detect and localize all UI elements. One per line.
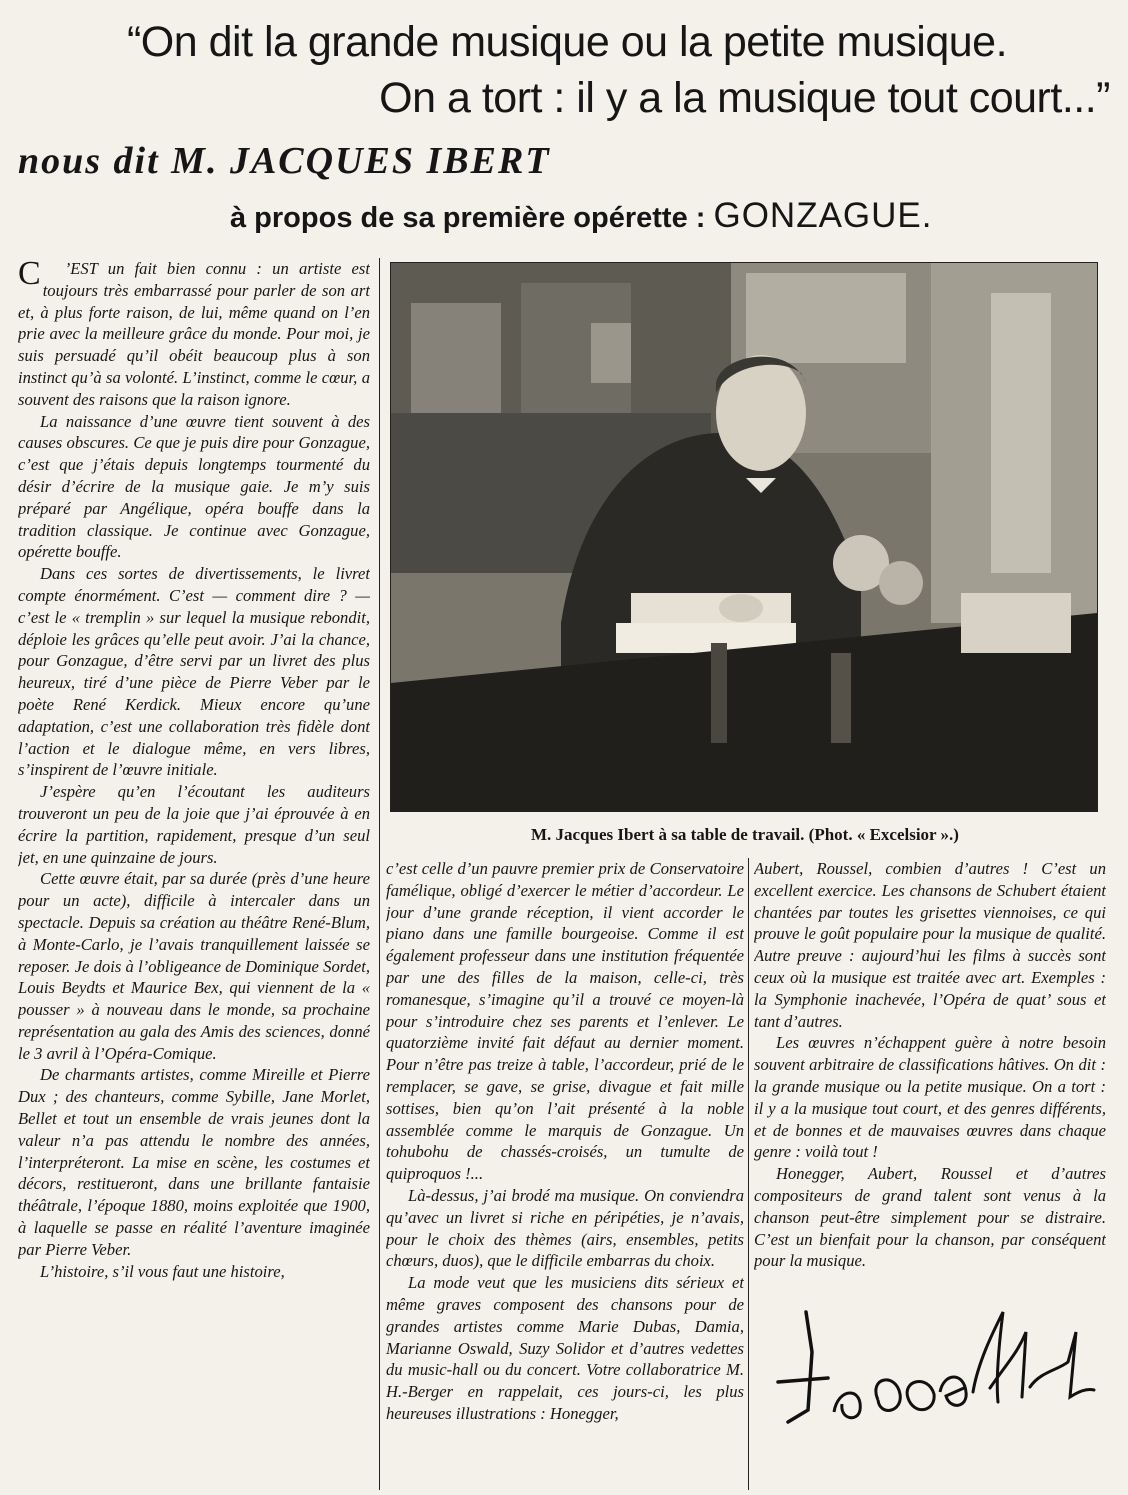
paragraph: La naissance d’une œuvre tient souvent à des causes obscures. Ce que je puis dire pour Gonzague, c’est que j’étais depuis longtemps tourmenté du désir d’écrire de la musique gaie. Je m’y suis préparé par Angélique, opéra bouffe dans la tradition classique. Je continue avec Gonzague, opérette bouffe.	[18, 411, 370, 562]
handwritten-signature	[768, 1292, 1098, 1452]
paragraph: C ’EST un fait bien connu : un artiste est toujours très embarrassé pour parler de son art et, à plus forte raison, de lui, même quand on l’en prie avec la meilleure grâce du monde. Pour moi, je suis persuadé qu’il obéit beaucoup plus à son instinct qu’à sa volonté. L’instinct, comme le cœur, a souvent des raisons que la raison ignore.	[18, 258, 370, 411]
headline-line-2: On a tort : il y a la musique tout court...”	[379, 74, 1110, 122]
headline-byline: nous dit M. JACQUES IBERT	[18, 140, 551, 182]
photo-illustration	[391, 263, 1097, 811]
drop-cap: C	[18, 258, 41, 292]
paragraph: Cette œuvre était, par sa durée (près d’une heure pour un acte), difficile à intercaler dans un spectacle. Depuis sa création au théâtre René-Blum, à Monte-Carlo, je l’avais tranquillement laissée se reposer. Je dois à l’obligeance de Dominique Sordet, Louis Beydts et Maurice Bex, qui viennent de la « pousser » à nouveau dans le monde, sa prochaine représentation au gala des Amis des sciences, donné le 3 avril à l’Opéra-Comique.	[18, 869, 370, 1063]
paragraph: c’est celle d’un pauvre premier prix de Conservatoire famélique, obligé d’exercer le métier d’accordeur. Le jour d’une grande réception, il vient accorder le piano dans une famille bourgeoise. Comme il est également professeur dans une institution fréquentée par une des filles de la maison, celle-ci, très romanesque, s’imagine qu’il a trouvé ce moyen-là pour s’introduire chez ses parents et l’enlever. Le quatorzième invité fait défaut au dernier moment. Pour n’être pas treize à table, l’accordeur, prié de le remplacer, se gave, se grise, divague et fait mille sottises, bien qu’on l’ait présenté à la noble assemblée comme le marquis de Gonzague. Un tohubohu de chassés-croisés, un tumulte de quiproquos !...	[386, 859, 744, 1184]
paragraph: Les œuvres n’échappent guère à notre besoin souvent arbitraire de classifications hâtives. On dit : la grande musique ou la petite musique. On a tort : il y a la musique tout court, et des genres différents, et de bonnes et de mauvaises œuvres dans chaque genre : voilà tout !	[754, 1033, 1106, 1162]
subtitle-title: GONZAGUE.	[713, 196, 933, 235]
article-column-3	[754, 858, 1106, 1278]
column-rule-right	[748, 858, 749, 1490]
article-column-2	[386, 858, 744, 1490]
photo-jacques-ibert	[390, 262, 1098, 812]
photo-caption: M. Jacques Ibert à sa table de travail. (Phot. « Excelsior ».)	[531, 825, 959, 844]
paragraph: Là-dessus, j’ai brodé ma musique. On conviendra qu’avec un livret si riche en péripéties, je n’avais, pour le choix des thèmes (airs, ensembles, petits chœurs, duos), que le difficile embarras du choix.	[386, 1185, 744, 1271]
paragraph: De charmants artistes, comme Mireille et Pierre Dux ; des chanteurs, comme Sybille, Jane Morlet, Bellet et tout un ensemble de vrais jeunes dont la valeur n’a pas attendu le nombre des années, l’interpréteront. La mise en scène, les costumes et décors, restitueront, dans une brillante fantaisie théâtrale, l’époque 1880, moins exploitée que 1900, à laquelle se passe en réalité l’aventure imaginée par Pierre Veber.	[18, 1065, 370, 1259]
paragraph: Honegger, Aubert, Roussel et d’autres compositeurs de grand talent sont venus à la chanson peut-être simplement pour se distraire. C’est un bienfait pour la chanson, par conséquent pour la musique.	[754, 1164, 1106, 1271]
paragraph: La mode veut que les musiciens dits sérieux et même graves composent des chansons pour de grandes artistes comme Marie Dubas, Damia, Marianne Oswald, Suzy Solidor et d’autres vedettes du music-hall ou du concert. Votre collaboratrice M. H.-Berger en rappelait, ces jours-ci, les plus heureuses illustrations : Honegger,	[386, 1273, 744, 1423]
paragraph: L’histoire, s’il vous faut une histoire,	[40, 1261, 285, 1281]
paragraph: J’espère qu’en l’écoutant les auditeurs trouveront un peu de la joie que j’ai éprouvée à en écrire la partition, rapidement, presque d’un seul jet, en une quinzaine de jours.	[18, 782, 370, 867]
subtitle-prefix: à propos de sa première opérette :	[230, 202, 714, 234]
headline-subtitle	[230, 196, 933, 238]
column-rule-left	[379, 258, 380, 1490]
paragraph: Aubert, Roussel, combien d’autres ! C’est un excellent exercice. Les chansons de Schubert étaient chantées par toutes les grisettes viennoises, ce qui prouve le goût populaire pour la musique de qualité. Autre preuve : aujourd’hui les films à succès sont ceux où la musique est traitée avec art. Exemples : la Symphonie inachevée, l’Opéra de quat’ sous et tant d’autres.	[754, 859, 1106, 1031]
headline-line-1: “On dit la grande musique ou la petite musique.	[126, 18, 1008, 66]
paragraph: Dans ces sortes de divertissements, le livret compte énormément. C’est — comment dire ? — c’est le « tremplin » sur lequel la musique rebondit, déploie les grâces qu’elle peut avoir. J’ai la chance, pour Gonzague, d’être servi par un livret des plus heureux, tiré d’une pièce de Pierre Veber par le poète René Kerdick. Mieux encore qu’une adaptation, c’est une collaboration très fidèle dont l’action et le dialogue même, en vers libres, s’inspirent de l’œuvre initiale.	[18, 564, 370, 780]
article-column-1	[18, 258, 370, 1490]
